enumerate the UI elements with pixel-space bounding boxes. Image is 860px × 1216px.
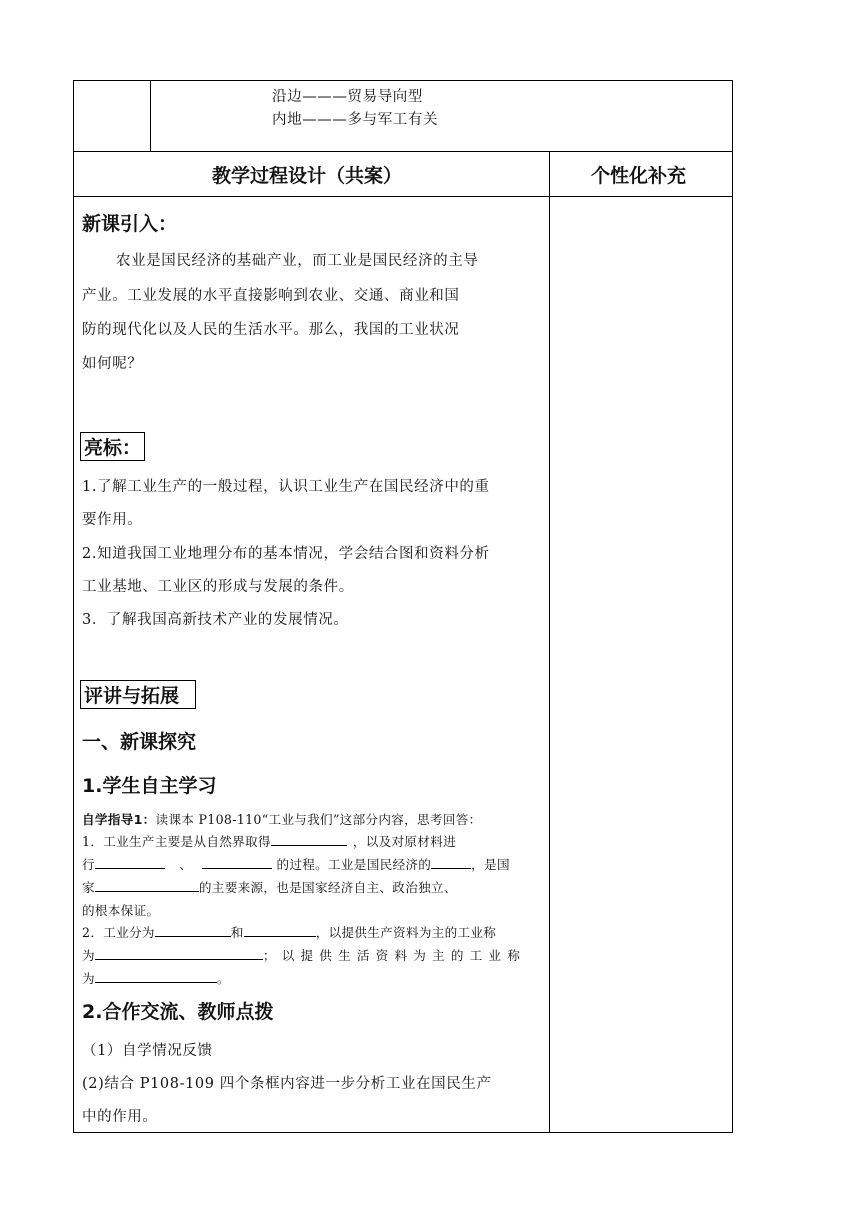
blank-field[interactable] (95, 969, 217, 983)
table-row-border-1 (73, 151, 733, 152)
question-1-line-4: 的根本保证。 (82, 903, 160, 918)
question-2-line-1: 2．工业分为 和 ，以提供生产资料为主的工业称 (82, 925, 497, 940)
intro-line-4: 如何呢？ (82, 356, 143, 372)
intro-line-2: 产业。工业发展的水平直接影响到农业、交通、商业和国 (82, 288, 460, 304)
sub-cooperation: 2.合作交流、教师点拨 (82, 1001, 274, 1023)
intro-line-3: 防的现代化以及人民的生活水平。那么，我国的工业状况 (82, 322, 460, 338)
guide-text: 读课本 P108-110“工业与我们”这部分内容，思考回答： (155, 812, 482, 827)
goal-line-1: 1.了解工业生产的一般过程，认识工业生产在国民经济中的重 (82, 479, 490, 495)
question-1-line-3: 家 的主要来源，也是国家经济自主、政治独立、 (82, 880, 457, 895)
table-bottom-border (73, 1132, 733, 1133)
guide-line (82, 809, 482, 828)
table-inner-divider-top (150, 80, 151, 152)
intro-line-1: 农业是国民经济的基础产业，而工业是国民经济的主导 (116, 253, 479, 269)
extend-title: 评讲与拓展 (80, 680, 196, 709)
step-2-line-2: 中的作用。 (82, 1109, 158, 1125)
step-1: （1）自学情况反馈 (82, 1043, 213, 1059)
goal-line-4: 工业基地、工业区的形成与发展的条件。 (82, 579, 354, 595)
blank-field[interactable] (202, 855, 272, 869)
blank-field[interactable] (95, 878, 199, 892)
goal-line-3: 2.知道我国工业地理分布的基本情况，学会结合图和资料分析 (82, 546, 490, 562)
table-row-border-2 (73, 196, 733, 197)
question-1-line-1: 1．工业生产主要是从自然界取得 ，以及对原材料进 (82, 834, 456, 849)
top-row-line-2: 内地———多与军工有关 (272, 112, 439, 128)
goal-line-2: 要作用。 (82, 512, 143, 528)
blank-field[interactable] (431, 855, 471, 869)
table-column-divider (549, 151, 550, 1133)
question-2-line-3: 为 。 (82, 971, 230, 986)
intro-title: 新课引入： (82, 213, 178, 235)
sub-self-study: 1.学生自主学习 (82, 775, 217, 797)
header-teaching-process: 教学过程设计（共案） (212, 165, 403, 187)
blank-field[interactable] (155, 923, 231, 937)
table-left-border (73, 80, 74, 1133)
header-personal-supplement: 个性化补充 (591, 165, 687, 187)
goal-line-5: 3．了解我国高新技术产业的发展情况。 (82, 612, 349, 628)
blank-field[interactable] (244, 923, 316, 937)
blank-field[interactable] (95, 946, 263, 960)
section-new-lesson: 一、新课探究 (82, 731, 197, 753)
step-2-line-1: (2)结合 P108-109 四个条框内容进一步分析工业在国民生产 (82, 1076, 492, 1092)
blank-field[interactable] (271, 832, 347, 846)
question-1-line-2: 行 、 的过程。工业是国民经济的 ，是国 (82, 857, 510, 872)
table-right-border (732, 80, 733, 1133)
blank-field[interactable] (95, 855, 165, 869)
question-2-line-2: 为 ；以提供生活资料为主的工业称 (82, 948, 527, 963)
table-top-border (73, 80, 733, 81)
top-row-line-1: 沿边———贸易导向型 (272, 89, 423, 105)
goals-title: 亮标： (80, 432, 145, 461)
guide-label: 自学指导1： (82, 812, 156, 827)
